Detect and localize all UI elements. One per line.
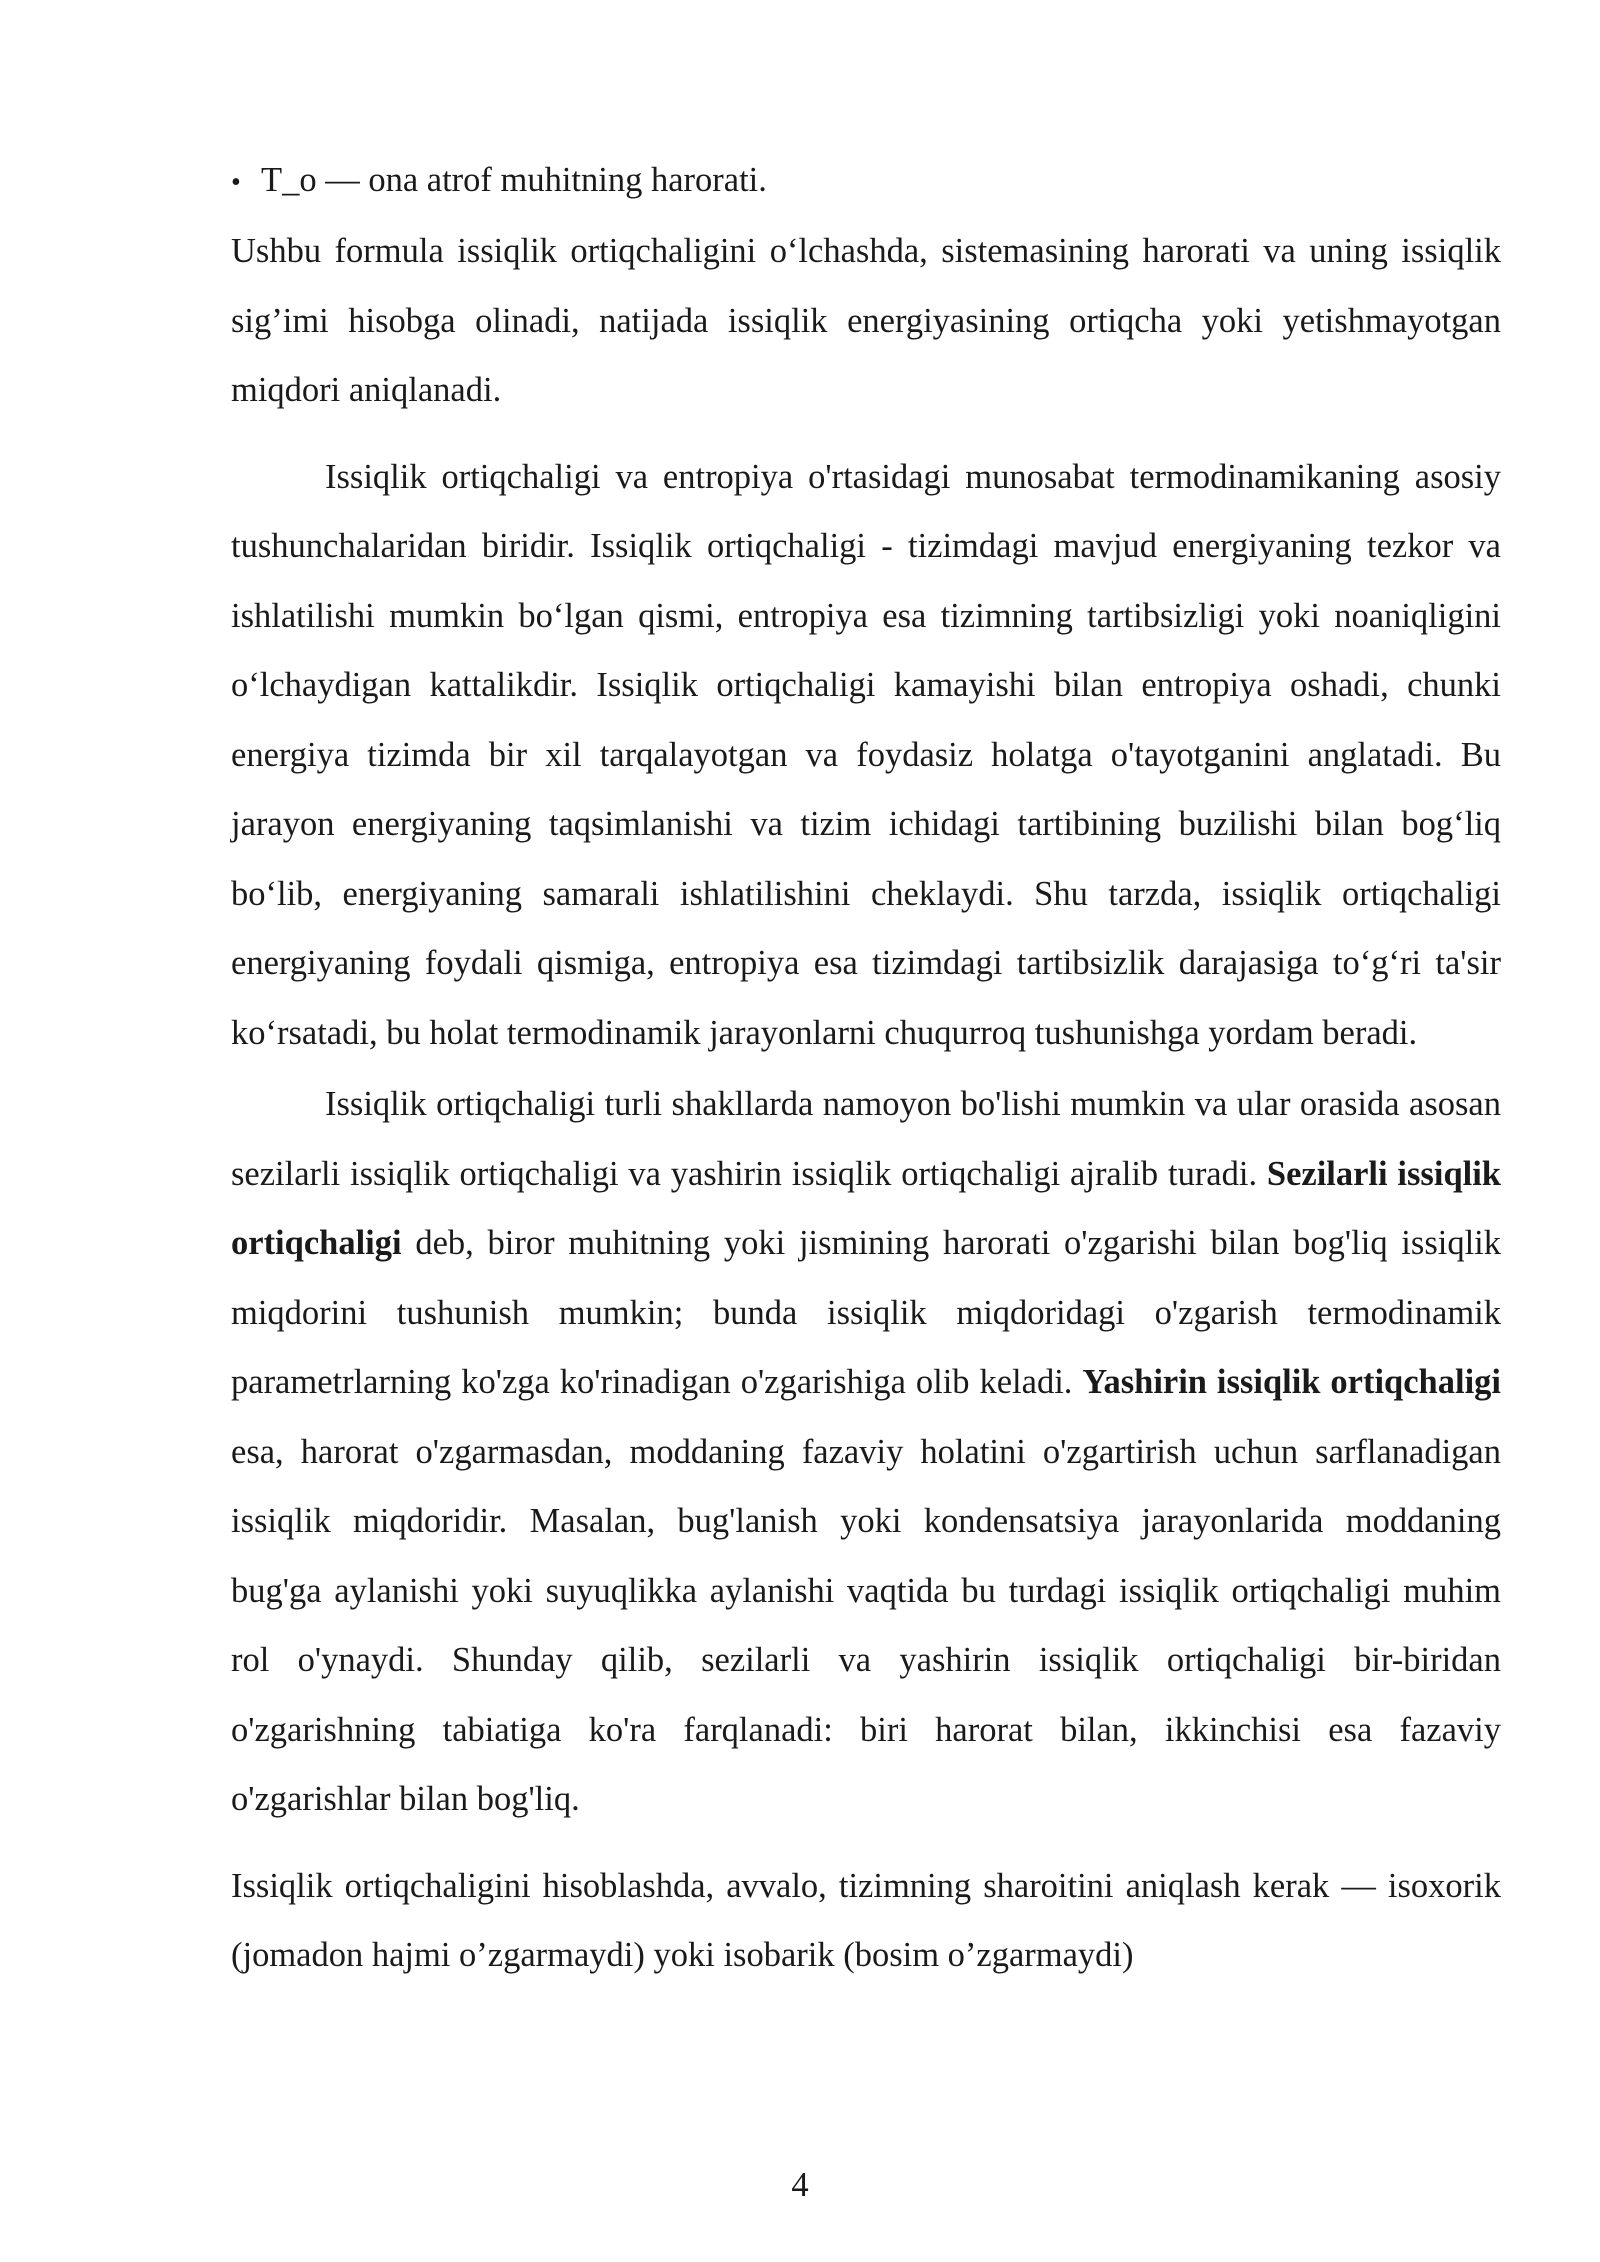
bullet-text: T_o — ona atrof muhitning harorati. — [261, 161, 767, 199]
bullet-item — [231, 150, 1501, 213]
bullet-icon: • — [231, 167, 241, 198]
paragraph-text: deb, biror muhitning yoki jismining harorati o'zgarishi bilan bog'liq issiqlik miqdorini tushunish mumkin; bunda issiqlik miqdoridagi o'zgarish termodinamik parametrlarning ko'zga ko'rinadigan o'zgarishiga olib keladi. — [231, 1224, 1501, 1401]
paragraph-text: Issiqlik ortiqchaligi turli shakllarda namoyon bo'lishi mumkin va ular orasida asosan sezilarli issiqlik ortiqchaligi va yashirin issiqlik ortiqchaligi ajralib turadi. — [231, 1085, 1501, 1193]
bold-term-sensible-heat: Sezilarli issiqlik ortiqchaligi — [231, 1154, 1501, 1262]
paragraph-calculation: Issiqlik ortiqchaligini hisoblashda, avvalo, tizimning sharoitini aniqlash kerak — isoxorik (jomadon hajmi o’zgarmaydi) yoki isobarik (bosim o’zgarmaydi) — [231, 1866, 1501, 1974]
paragraph-text: esa, harorat o'zgarmasdan, moddaning fazaviy holatini o'zgartirish uchun sarflanadigan issiqlik miqdoridir. Masalan, bug'lanish yoki kondensatsiya jarayonlarida moddaning bug'ga aylanishi yoki suyuqlikka aylanishi vaqtida bu turdagi issiqlik ortiqchaligi muhim rol o'ynaydi. Shunday qilib, sezilarli va yashirin issiqlik ortiqchaligi bir-biridan o'zgarishning tabiatiga ko'ra farqlanadi: biri harorat bilan, ikkinchisi esa fazaviy o'zgarishlar bilan bog'liq. — [231, 1432, 1501, 1818]
page-number: 4 — [791, 2166, 809, 2204]
paragraph-entropy-relation: Issiqlik ortiqchaligi va entropiya o'rtasidagi munosabat termodinamikaning asosiy tushunchalaridan biridir. Issiqlik ortiqchaligi - tizimdagi mavjud energiyaning tezkor va ishlatilishi mumkin bo‘lgan qismi, entropiya esa tizimning tartibsizligi yoki noaniqligini o‘lchaydigan kattalikdir. Issiqlik ortiqchaligi kamayishi bilan entropiya oshadi, chunki energiya tizimda bir xil tarqalayotgan va foydasiz holatga o'tayotganini anglatadi. Bu jarayon energiyaning taqsimlanishi va tizim ichidagi tartibining buzilishi bilan bog‘liq bo‘lib, energiyaning samarali ishlatilishini cheklaydi. Shu tarzda, issiqlik ortiqchaligi energiyaning foydali qismiga, entropiya esa tizimdagi tartibsizlik darajasiga to‘g‘ri ta'sir ko‘rsatadi, bu holat termodinamik jarayonlarni chuqurroq tushunishga yordam beradi. — [231, 457, 1501, 1052]
paragraph-heat-types — [231, 1070, 1501, 1835]
page-content — [231, 150, 1501, 1991]
paragraph-formula-explanation: Ushbu formula issiqlik ortiqchaligini o‘lchashda, sistemasining harorati va uning issiqlik sig’imi hisobga olinadi, natijada issiqlik energiyasining ortiqcha yoki yetishmayotgan miqdori aniqlanadi. — [231, 232, 1501, 409]
bold-term-latent-heat: Yashirin issiqlik ortiqchaligi — [1082, 1363, 1502, 1401]
